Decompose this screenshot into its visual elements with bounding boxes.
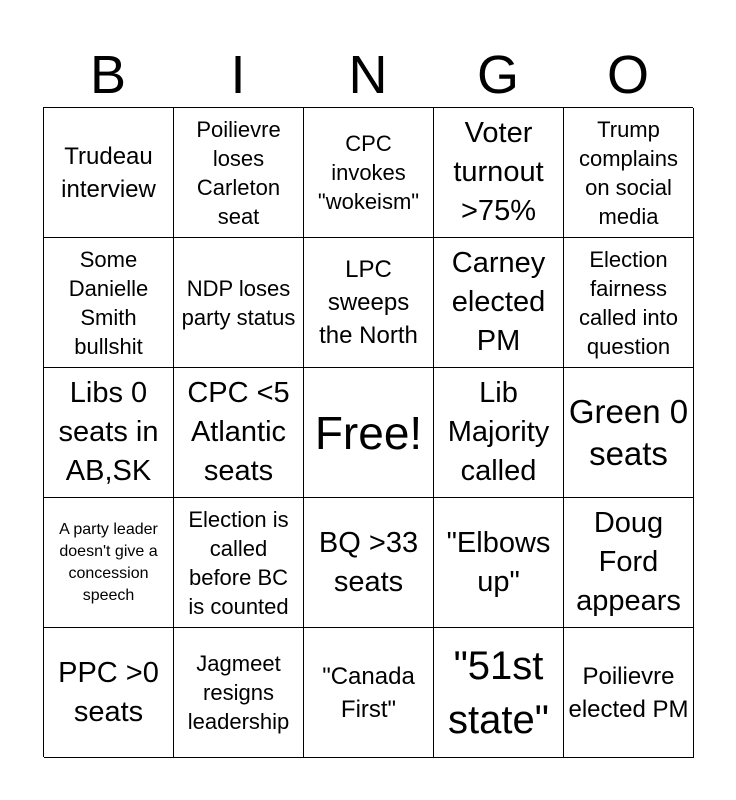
bingo-cell-text: Green 0 seats — [568, 392, 689, 472]
bingo-cell-text: Lib Majority called — [447, 377, 550, 487]
bingo-cell[interactable] — [564, 108, 694, 238]
header-letter-i: I — [230, 45, 246, 105]
bingo-cell[interactable] — [434, 628, 564, 758]
bingo-cell-text: Trump complains on social media — [578, 116, 679, 229]
bingo-cell-text: Poilievre elected PM — [568, 662, 689, 723]
bingo-cell-text: PPC >0 seats — [58, 656, 159, 728]
bingo-cell-text: NDP loses party status — [181, 275, 296, 330]
bingo-cell[interactable] — [564, 238, 694, 368]
bingo-header — [43, 42, 693, 108]
bingo-cell-text: Libs 0 seats in AB,SK — [58, 377, 159, 487]
header-letter-o: O — [606, 45, 649, 105]
bingo-cell[interactable] — [434, 368, 564, 498]
bingo-cell[interactable] — [564, 628, 694, 758]
bingo-cell-text: CPC invokes "wokeism" — [317, 131, 420, 214]
bingo-cell[interactable] — [174, 238, 304, 368]
bingo-cell-text: Jagmeet resigns leadership — [187, 651, 290, 734]
bingo-cell-text: Election is called before BC is counted — [188, 506, 289, 619]
bingo-cell[interactable] — [44, 108, 174, 238]
bingo-cell-text: BQ >33 seats — [318, 526, 419, 598]
bingo-cell[interactable] — [304, 628, 434, 758]
bingo-cell-text: Doug Ford appears — [576, 507, 681, 617]
bingo-cell[interactable] — [434, 498, 564, 628]
header-letter-n: N — [348, 45, 388, 105]
bingo-cell[interactable] — [434, 238, 564, 368]
free-space-text: Free! — [314, 406, 423, 459]
bingo-cell[interactable] — [44, 628, 174, 758]
bingo-cell[interactable] — [44, 368, 174, 498]
bingo-cell[interactable] — [174, 108, 304, 238]
bingo-cell-text: Voter turnout >75% — [453, 117, 544, 227]
bingo-cell-text: "Elbows up" — [446, 526, 551, 598]
bingo-cell-text: A party leader doesn't give a concession speech — [59, 520, 158, 604]
bingo-cell-text: LPC sweeps the North — [319, 256, 418, 349]
bingo-cell-text: Election fairness called into question — [578, 246, 679, 359]
bingo-cell[interactable] — [304, 238, 434, 368]
bingo-cell[interactable] — [564, 368, 694, 498]
bingo-cell[interactable] — [564, 498, 694, 628]
bingo-cell[interactable] — [174, 498, 304, 628]
bingo-cell[interactable] — [304, 498, 434, 628]
header-letter-b: B — [89, 45, 127, 105]
bingo-cell-text: Trudeau interview — [61, 142, 156, 203]
bingo-cell-text: "51st state" — [448, 643, 549, 742]
bingo-cell-text: Carney elected PM — [451, 247, 546, 357]
bingo-cell-text: Poilievre loses Carleton seat — [196, 116, 281, 229]
bingo-cell[interactable] — [434, 108, 564, 238]
bingo-cell[interactable] — [174, 368, 304, 498]
header-letter-g: G — [476, 45, 519, 105]
bingo-cell[interactable] — [44, 238, 174, 368]
bingo-cell-text: Some Danielle Smith bullshit — [68, 246, 149, 359]
bingo-cell[interactable] — [304, 108, 434, 238]
bingo-card-grid — [43, 107, 693, 757]
bingo-cell-text: "Canada First" — [322, 662, 415, 723]
bingo-cell[interactable] — [44, 498, 174, 628]
bingo-cell-text: CPC <5 Atlantic seats — [187, 377, 290, 487]
free-space-cell[interactable] — [304, 368, 434, 498]
bingo-cell[interactable] — [174, 628, 304, 758]
